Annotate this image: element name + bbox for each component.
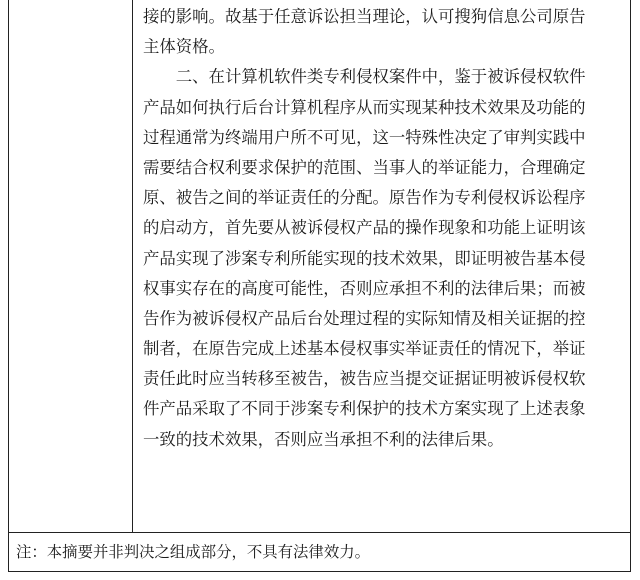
- summary-line-8: 的启动方，首先要从被诉侵权产品的操作现象和功能上证明该: [143, 218, 586, 238]
- summary-line-2: 主体资格。: [143, 37, 225, 57]
- summary-line-11: 告作为被诉侵权产品后台处理过程的实际知情及相关证据的控: [143, 308, 586, 328]
- summary-line-1: 接的影响。故基于任意诉讼担当理论，认可搜狗信息公司原告: [143, 7, 586, 26]
- summary-line-14: 件产品采取了不同于涉案专利保护的技术方案实现了上述表象: [143, 399, 586, 419]
- summary-line-5: 过程通常为终端用户所不可见，这一特殊性决定了审判实践中: [143, 127, 586, 147]
- legal-note: 注：本摘要并非判决之组成部分，不具有法律效力。: [16, 543, 370, 561]
- summary-table: [8, 0, 631, 572]
- summary-line-7: 原、被告之间的举证责任的分配。原告作为专利侵权诉讼程序: [143, 188, 586, 208]
- summary-line-15: 一致的技术效果，否则应当承担不利的法律后果。: [143, 429, 504, 449]
- summary-line-13: 责任此时应当转移至被告，被告应当提交证据证明被诉侵权软: [143, 369, 586, 389]
- summary-line-3: 二、在计算机软件类专利侵权案件中，鉴于被诉侵权软件: [143, 67, 586, 87]
- summary-line-6: 需要结合权利要求保护的范围、当事人的举证能力，合理确定: [143, 157, 586, 177]
- label-column: [9, 0, 133, 532]
- summary-line-9: 产品实现了涉案专利所能实现的技术效果，即证明被告基本侵: [143, 248, 586, 268]
- summary-content-cell: [133, 0, 630, 532]
- summary-line-4: 产品如何执行后台计算机程序从而实现某种技术效果及功能的: [143, 97, 586, 117]
- summary-line-12: 制者，在原告完成上述基本侵权事实举证责任的情况下，举证: [143, 339, 586, 359]
- summary-line-10: 权事实存在的高度可能性，否则应承担不利的法律后果；而被: [143, 278, 586, 298]
